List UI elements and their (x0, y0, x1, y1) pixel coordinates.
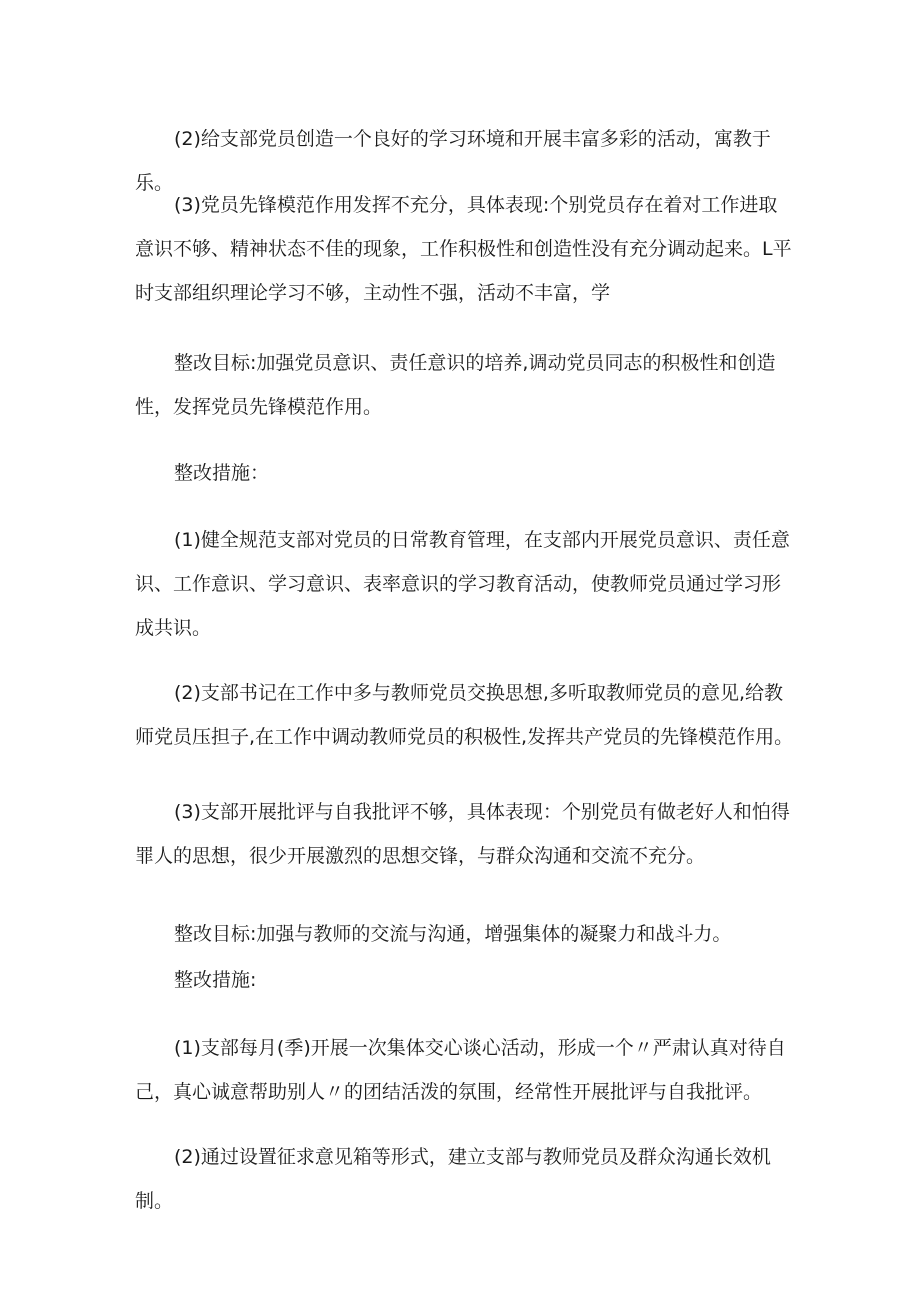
paragraph-problem-criticism: (3)支部开展批评与自我批评不够，具体表现：个别党员有做老好人和怕得罪人的思想，很少开展激烈的思想交锋，与群众沟通和交流不充分。 (135, 801, 790, 867)
paragraph-problem-vanguard-role: (3)党员先锋模范作用发挥不充分，具体表现:个别党员存在着对工作进取意识不够、精神状态不佳的现象，工作积极性和创造性没有充分调动起来。L平时支部组织理论学习不够，主动性不强，活动不丰富，学 (135, 194, 792, 304)
paragraph-improve-environment: (2)给支部党员创造一个良好的学习环境和开展丰富多彩的活动，寓教于乐。 (135, 128, 771, 194)
paragraph-measures-heading-1: 整改措施： (174, 462, 270, 484)
paragraph-goal-communication: 整改目标:加强与教师的交流与沟通，增强集体的凝聚力和战斗力。 (174, 923, 732, 945)
paragraph-measure-suggestion-box: (2)通过设置征求意见箱等形式，建立支部与教师党员及群众沟通长效机制。 (135, 1146, 771, 1212)
paragraph-measure-heart-talk: (1)支部每月(季)开展一次集体交心谈心活动，形成一个〃严肃认真对待自己，真心诚意帮助别人〃的团结活泼的氛围，经常性开展批评与自我批评。 (135, 1037, 786, 1103)
paragraph-goal-party-awareness: 整改目标:加强党员意识、责任意识的培养,调动党员同志的积极性和创造性，发挥党员先锋模范作用。 (135, 352, 776, 418)
paragraph-measure-education: (1)健全规范支部对党员的日常教育管理，在支部内开展党员意识、责任意识、工作意识、学习意识、表率意识的学习教育活动，使教师党员通过学习形成共识。 (135, 529, 790, 639)
paragraph-measures-heading-2: 整改措施: (174, 969, 257, 991)
paragraph-measure-secretary: (2)支部书记在工作中多与教师党员交换思想,多听取教师党员的意见,给教师党员压担子,在工作中调动教师党员的积极性,发挥共产党员的先锋模范作用。 (135, 682, 794, 748)
